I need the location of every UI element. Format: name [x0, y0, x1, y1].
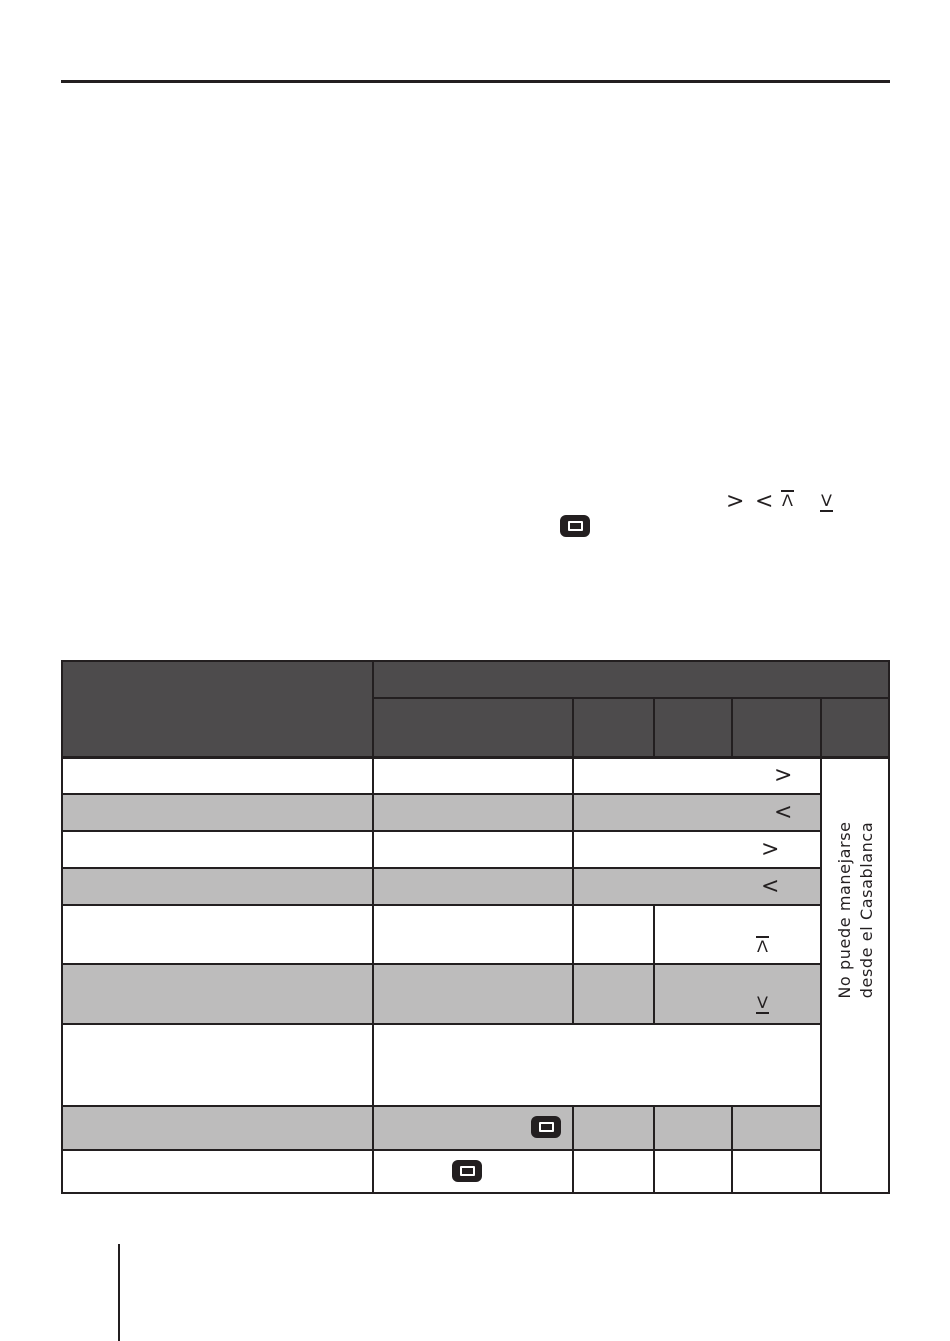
side-note-line1: No puede manejarse	[835, 821, 854, 999]
symbol-down: V	[821, 491, 832, 510]
control-table	[61, 660, 890, 1194]
symbol-right: >	[726, 489, 745, 514]
menu-key-icon	[452, 1160, 482, 1182]
menu-key-icon	[560, 515, 590, 537]
top-rule	[61, 80, 890, 83]
table-header	[61, 660, 890, 758]
symbol-left: <	[755, 489, 774, 514]
symbol-up: Λ	[782, 491, 793, 510]
symbol-right: >	[761, 837, 780, 862]
table-row	[61, 868, 821, 904]
table-row	[61, 964, 821, 1024]
side-note-line2: desde el Casablanca	[857, 821, 876, 999]
symbol-down: V	[757, 993, 768, 1012]
symbol-left: <	[774, 800, 793, 825]
symbol-up: Λ	[757, 937, 768, 956]
margin-rule	[118, 1244, 120, 1341]
symbol-right: >	[774, 763, 793, 788]
symbol-left: <	[761, 874, 780, 899]
table-row	[61, 794, 821, 830]
menu-key-icon	[531, 1116, 561, 1138]
table-row	[61, 1106, 821, 1150]
